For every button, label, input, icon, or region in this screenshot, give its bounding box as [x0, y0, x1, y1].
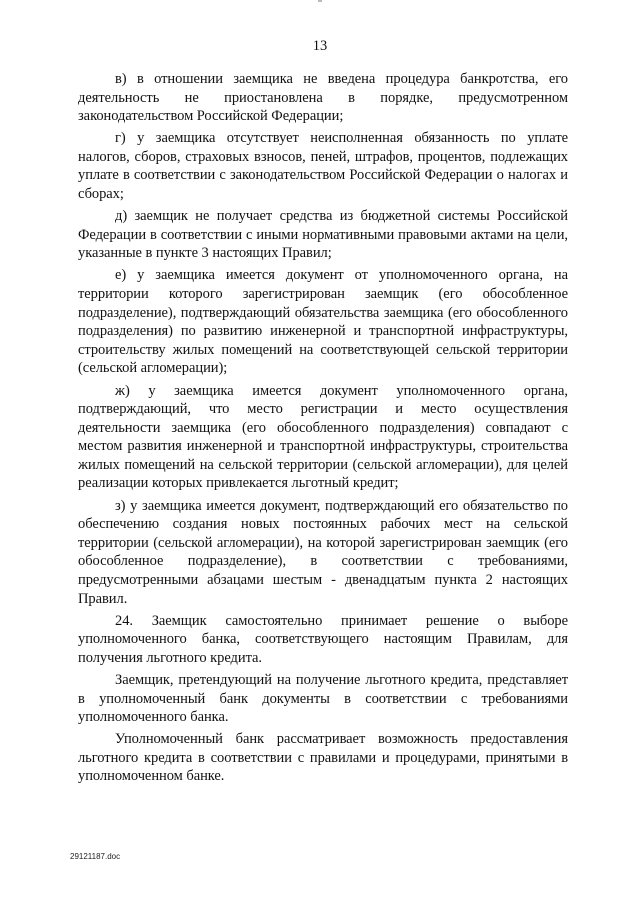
paragraph-item-zh: ж) у заемщика имеется документ уполномоченного органа, подтверждающий, что место регистрации и место осуществления деятельности заемщика (его обособленного подразделения) совпадают с местом развития инженерной и транспортной инфраструктуры, строительства жилых помещений на сельской территории (сельской агломерации), для целей реализации которых привлекается льготный кредит; — [78, 382, 568, 492]
paragraph-item-e: е) у заемщика имеется документ от уполномоченного органа, на территории которого зарегистрирован заемщик (его обособленное подразделение), подтверждающий обязательства заемщика (его обособленного подразделения) по развитию инженерной и транспортной инфраструктуры, строительству жилых помещений на соответствующей сельской территории (сельской агломерации); — [78, 267, 568, 377]
scan-mark — [318, 0, 322, 2]
document-body — [78, 70, 568, 789]
paragraph-item-d: д) заемщик не получает средства из бюджетной системы Российской Федерации в соответствии с иными нормативными правовыми актами на цели, указанные в пункте 3 настоящих Правил; — [78, 208, 568, 262]
paragraph-item-z: з) у заемщика имеется документ, подтверждающий его обязательство по обеспечению создания новых постоянных рабочих мест на сельской территории (сельской агломерации), на которой зарегистрирован заемщик (его обособленное подразделение), в соответствии с требованиями, предусмотренными абзацами шестым - двенадцатым пункта 2 настоящих Правил. — [78, 497, 568, 607]
paragraph-item-g: г) у заемщика отсутствует неисполненная обязанность по уплате налогов, сборов, страховых взносов, пеней, штрафов, процентов, подлежащих уплате в соответствии с законодательством Российской Федерации о налогах и сборах; — [78, 130, 568, 203]
paragraph-item-v: в) в отношении заемщика не введена процедура банкротства, его деятельность не приостановлена в порядке, предусмотренном законодательством Российской Федерации; — [78, 71, 568, 125]
document-file-reference: 29121187.doc — [70, 852, 121, 861]
page-number: 13 — [312, 38, 328, 54]
paragraph-clause-24: 24. Заемщик самостоятельно принимает решение о выборе уполномоченного банка, соответствующего настоящим Правилам, для получения льготного кредита. — [78, 612, 568, 666]
paragraph-borrower-documents: Заемщик, претендующий на получение льготного кредита, представляет в уполномоченный банк документы в соответствии с требованиями уполномоченного банка. — [78, 671, 568, 726]
paragraph-bank-review: Уполномоченный банк рассматривает возможность предоставления льготного кредита в соответствии с правилами и процедурами, принятыми в уполномоченном банке. — [78, 731, 568, 785]
